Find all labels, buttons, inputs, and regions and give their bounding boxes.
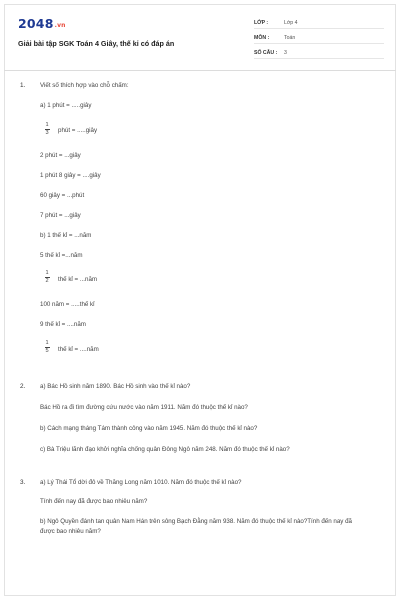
question-3-number: 3. (20, 479, 26, 486)
question-2-line: c) Bà Triệu lãnh đạo khởi nghĩa chống quân Đông Ngô năm 248. Năm đó thuộc thế kỉ nào? (40, 446, 290, 453)
question-1b-label: b) 1 thế kỉ = ...năm (40, 232, 92, 239)
question-1a-line: 7 phút = ...giây (40, 212, 81, 219)
question-2-line: Bác Hồ ra đi tìm đường cứu nước vào năm 1911. Năm đó thuộc thế kỉ nào? (40, 404, 248, 411)
question-1a-label: a) 1 phút = .....giây (40, 102, 92, 109)
logo-text: 2048 (18, 16, 54, 31)
question-1b-fraction-text: thế kỉ = ...năm (58, 276, 98, 283)
meta-class-row (254, 17, 384, 29)
question-1b-line: 100 năm = .....thế kỉ (40, 301, 95, 308)
question-1-number: 1. (20, 82, 26, 89)
question-1a-line: 60 giây = ...phút (40, 192, 85, 199)
fraction-denominator: 3 (45, 130, 49, 136)
question-2-line: a) Bác Hồ sinh năm 1890. Bác Hồ sinh vào thế kỉ nào? (40, 383, 191, 390)
question-1a-line: 2 phút = ...giây (40, 152, 81, 159)
question-2-line: b) Cách mạng tháng Tám thành công vào năm 1945. Năm đó thuộc thế kỉ nào? (40, 425, 258, 432)
question-1b-line: 5 thế kỉ =...năm (40, 252, 83, 259)
meta-count-label: SỐ CÂU : (254, 50, 278, 56)
meta-subject-row (254, 32, 384, 44)
question-1a-fraction-text: phút = .....giây (58, 127, 98, 134)
meta-count-value: 3 (284, 50, 287, 56)
question-3-line: b) Ngô Quyền đánh tan quân Nam Hán trên sông Bạch Đằng năm 938. Năm đó thuộc thế kỉ nào?Tính đến nay đã được bao nhiêu năm? (40, 518, 352, 535)
question-1b-fraction-text: thế kỉ = ....năm (58, 346, 99, 353)
fraction-numerator: 1 (45, 122, 49, 128)
header-divider (4, 70, 396, 71)
fraction-numerator: 1 (45, 340, 49, 346)
meta-subject-label: MÔN : (254, 35, 270, 41)
page-title: Giải bài tập SGK Toán 4 Giây, thế kỉ có đáp án (18, 39, 175, 48)
logo-suffix: .vn (54, 22, 66, 29)
question-1b-line: 9 thế kỉ = ....năm (40, 321, 86, 328)
question-1a-line: 1 phút 8 giây = ....giây (40, 172, 101, 179)
fraction-denominator: 2 (45, 278, 49, 284)
meta-count-row (254, 47, 384, 59)
question-1-intro: Viết số thích hợp vào chỗ chấm: (40, 82, 129, 89)
meta-class-value: Lớp 4 (284, 20, 298, 26)
site-logo[interactable] (18, 16, 66, 31)
worksheet-header (4, 4, 396, 72)
fraction-one-half (44, 270, 50, 285)
question-2-number: 2. (20, 383, 26, 390)
fraction-numerator: 1 (45, 270, 49, 276)
question-3-line: Tính đến nay đã được bao nhiêu năm? (40, 498, 148, 505)
meta-subject-value: Toán (284, 35, 296, 41)
meta-class-label: LỚP : (254, 20, 269, 26)
page-frame (4, 4, 396, 596)
question-3-line: a) Lý Thái Tổ dời đô về Thăng Long năm 1010. Năm đó thuộc thế kỉ nào? (40, 479, 242, 486)
fraction-one-fifth (44, 340, 50, 355)
fraction-one-third (44, 122, 50, 137)
fraction-denominator: 5 (45, 348, 49, 354)
